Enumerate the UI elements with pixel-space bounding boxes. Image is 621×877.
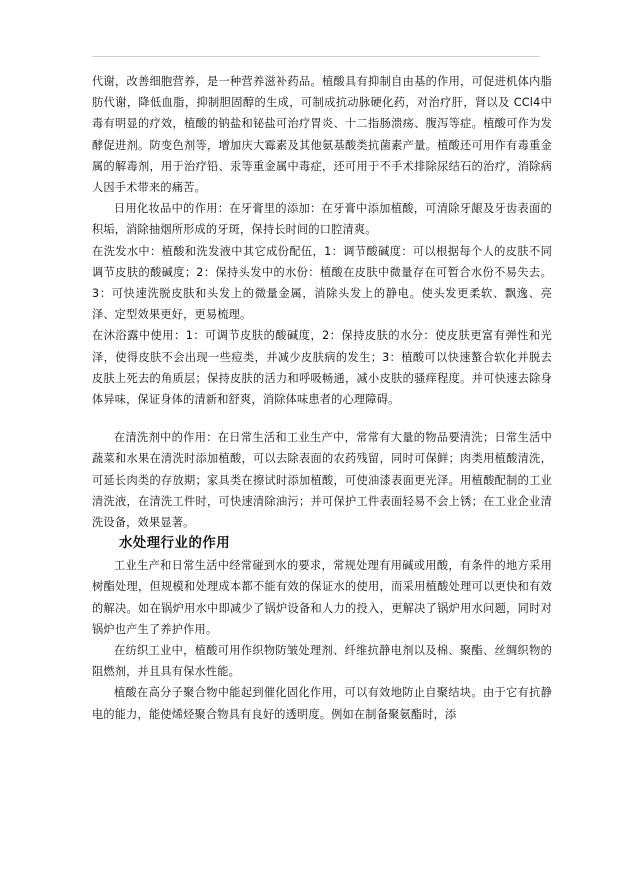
paragraph-polymer: 植酸在高分子聚合物中能起到催化固化作用，可以有效地防止自聚结块。由于它有抗静电的能力，能使烯烃聚合物具有良好的透明度。例如在制备聚氨酯时，添: [92, 686, 552, 721]
header-rule: [92, 56, 540, 57]
section-heading-water-treatment: 水处理行业的作用: [119, 536, 231, 552]
paragraph-body-wash: 在沐浴露中使用：1：可调节皮肤的酸碱度，2：保持皮肤的水分：使皮肤更富有弹性和光泽，使得皮肤不会出现一些痘类，并减少皮肤病的发生；3：植酸可以快速螯合软化并脱去皮肤上死去的角质层；保持皮肤的活力和呼吸畅通，减小皮肤的骚痒程度。并可快速去除身体异味，保证身体的清新和舒爽，消除体味患者的心理障碍。: [92, 329, 552, 407]
paragraph-textile: 在纺织工业中，植酸可用作织物防皱处理剂、纤维抗静电剂以及棉、聚酯、丝绸织物的阻燃剂，并且具有保水性能。: [92, 644, 552, 679]
paragraph-intro: 代谢，改善细胞营养，是一种营养滋补药品。植酸具有抑制自由基的作用，可促进机体内脂肪代谢，降低血脂，抑制胆固醇的生成，可制成抗动脉硬化药，对治疗肝，肾以及 CCl4中毒有明显的疗效，植酸的钠盐和铋盐可治疗胃炎、十二指肠溃疡、腹泻等症。植酸可作为发酵促进剂。防变色剂等，增加庆大霉素及其他氨基酸类抗菌素产量。植酸还可用作有毒重金属的解毒剂，用于治疗铅、汞等重金属中毒症，还可用于不手术排除尿结石的治疗，消除病人因手术带来的痛苦。: [92, 75, 552, 195]
paragraph-daily-chemicals: 日用化妆品中的作用：在牙膏里的添加：在牙膏中添加植酸，可清除牙龈及牙齿表面的积垢，消除抽烟所形成的牙斑，保持长时间的口腔清爽。: [92, 202, 552, 237]
paragraph-water-treatment: 工业生产和日常生活中经常碰到水的要求，常规处理有用碱或用酸，有条件的地方采用树酯处理，但规模和处理成本都不能有效的保证水的使用，而采用植酸处理可以更快和有效的解决。如在锅炉用水中即减少了锅炉设备和人力的投入，更解决了锅炉用水问题，同时对锅炉也产生了养护作用。: [92, 559, 552, 636]
document-body: [92, 71, 552, 725]
paragraph-cleaning-agents: 在清洗剂中的作用：在日常生活和工业生产中，常常有大量的物品要清洗；日常生活中蔬菜和水果在清洗时添加植酸，可以去除表面的农药残留，同时可保鲜；肉类用植酸清洗，可延长肉类的存放期；家具类在擦试时添加植酸，可使油漆表面更光泽。用植酸配制的工业清洗液，在清洗工件时，可快速清除油污；并可保护工件表面轻易不会上锈；在工业企业清洗设备，效果显著。: [92, 431, 552, 530]
paragraph-shampoo: 在洗发水中：植酸和洗发液中其它成份配伍，1：调节酸碱度：可以根据每个人的皮肤不同调节皮肤的酸碱度；2：保持头发中的水份：植酸在皮肤中微量存在可暂合水份不易失去。3：可快速洗脱皮肤和头发上的微量金属，消除头发上的静电。使头发更柔软、飘逸、亮泽、定型效果更好，更易梳理。: [92, 244, 552, 322]
